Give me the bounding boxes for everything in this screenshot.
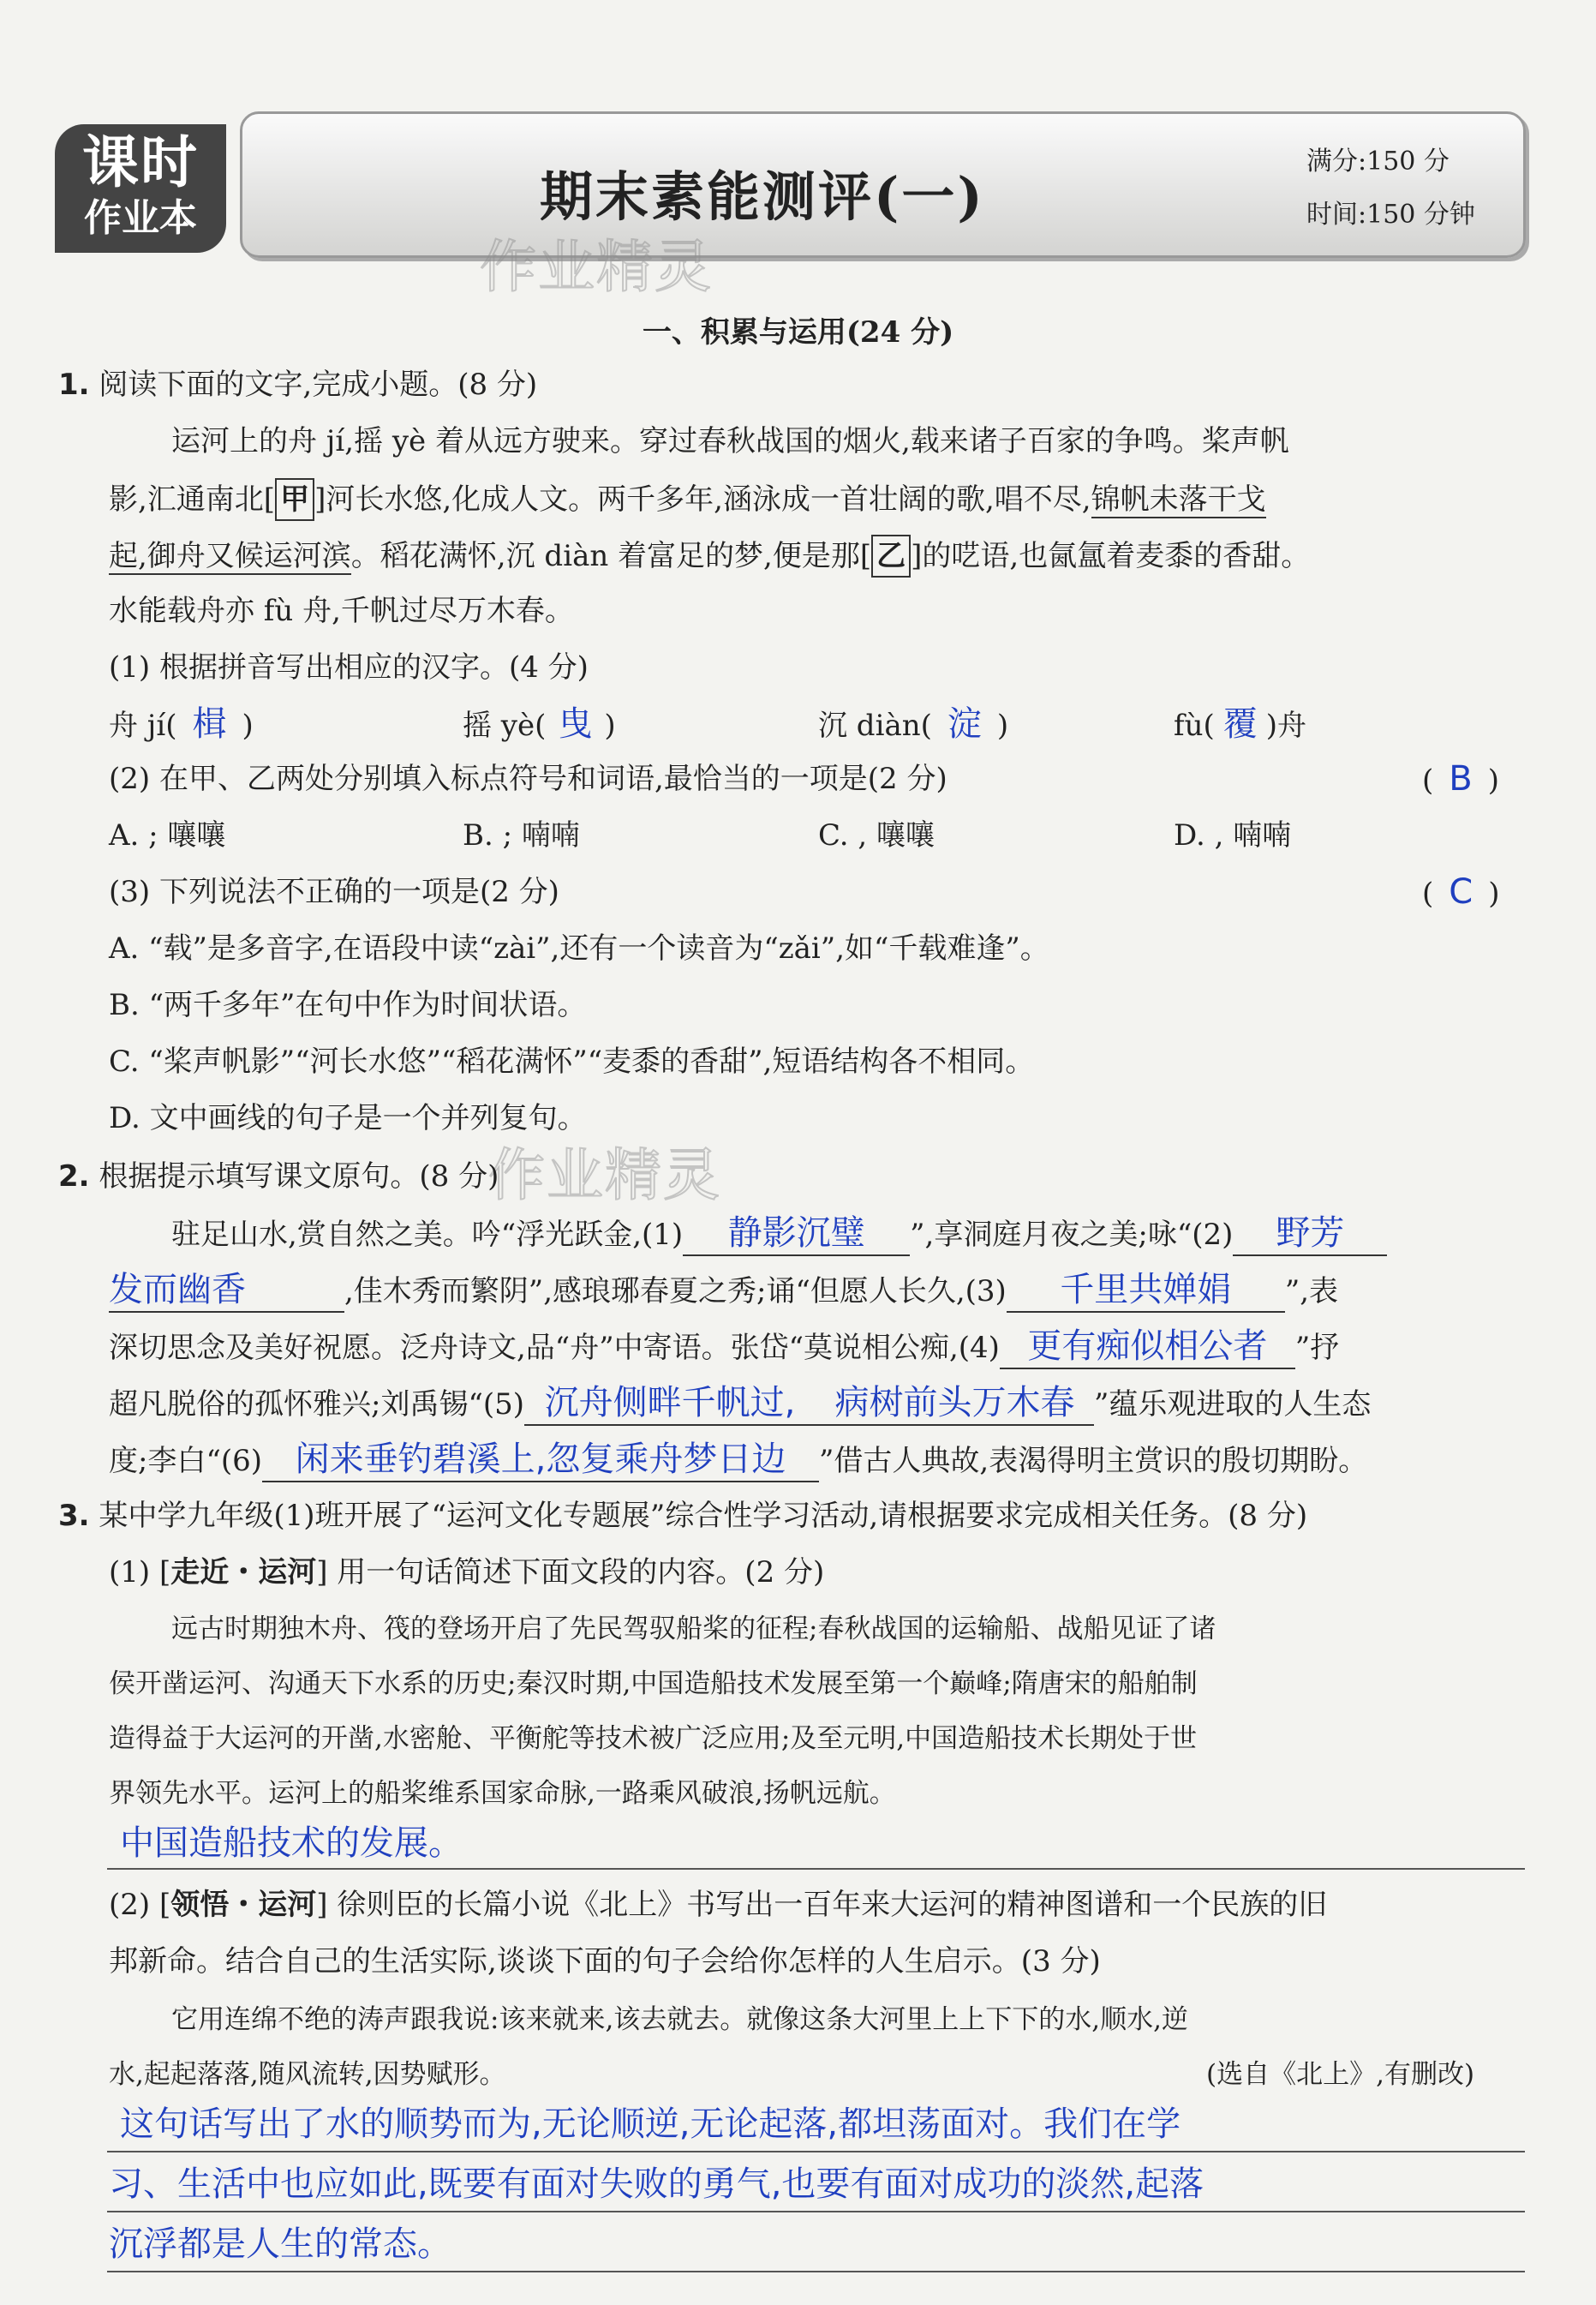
- q1-passage-line2-b: ]河长水悠,化成人文。两千多年,涵泳成一首壮阔的歌,唱不尽,: [314, 482, 1091, 517]
- q3-sub2-post: ] 徐则臣的长篇小说《北上》书写出一百年来大运河的精神图谱和一个民族的旧: [316, 1888, 1328, 1922]
- q1-sub2: (2) 在甲、乙两处分别填入标点符号和词语,最恰当的一项是(2 分): [109, 762, 947, 796]
- pinyin-suffix-4: )舟: [1265, 709, 1307, 743]
- answer-paren-left: (: [1422, 763, 1434, 798]
- blank-3: [1007, 1270, 1285, 1313]
- q1-sub3: (3) 下列说法不正确的一项是(2 分): [109, 875, 559, 909]
- blank-yi: 乙: [871, 535, 911, 578]
- option-b: B. ; 喃喃: [463, 818, 580, 853]
- q3-text-line2: 侯开凿运河、沟通天下水系的历史;秦汉时期,中国造船技术发展至第一个巅峰;隋唐宋的船舶制: [109, 1668, 1198, 1699]
- section-heading: 一、积累与运用(24 分): [642, 315, 954, 350]
- quote-line1: 它用连绵不绝的涛声跟我说:该来就来,该去就去。就像这条大河里上上下下的水,顺水,逆: [171, 2004, 1189, 2035]
- answer-paren-right: ): [1488, 877, 1500, 911]
- pinyin-item-4: [1174, 704, 1306, 745]
- logo-line1: 课时: [82, 129, 199, 195]
- blank-jia: 甲: [275, 478, 314, 521]
- answer-5b: 病树前头万木春: [834, 1383, 1075, 1422]
- q1-sub1: (1) 根据拼音写出相应的汉字。(4 分): [109, 650, 589, 685]
- q3-answer-2-line2: 习、生活中也应如此,既要有面对失败的勇气,也要有面对成功的淡然,起落: [109, 2164, 1204, 2204]
- q3-text-line3: 造得益于大运河的开凿,水密舱、平衡舵等技术被广泛应用;及至元明,中国造船技术长期处于世: [109, 1723, 1198, 1754]
- blank-2b: [109, 1270, 344, 1313]
- answer-ye: 曳: [558, 704, 593, 744]
- q2-line5-b: ”借古人典故,表渴得明主赏识的殷切期盼。: [819, 1444, 1368, 1478]
- answer-paren-left: (: [1422, 877, 1434, 911]
- blank-2a: [1233, 1213, 1387, 1256]
- answer-line-4: [107, 2271, 1525, 2272]
- answer-fu: 覆: [1222, 704, 1258, 744]
- q3-text-line4: 界领先水平。运河上的船桨维系国家命脉,一路乘风破浪,扬帆远航。: [109, 1778, 896, 1809]
- logo: [55, 124, 226, 253]
- close-paren-2: ): [604, 709, 616, 743]
- answer-2b: 发而幽香: [109, 1270, 246, 1309]
- q3-sub2: [109, 1885, 1327, 1925]
- quote-line2: 水,起起落落,随风流转,因势赋形。: [109, 2059, 506, 2090]
- blank-6: [262, 1440, 819, 1482]
- tag-lingwu-yunhe: 领悟・运河: [170, 1888, 317, 1922]
- logo-line2: 作业本: [84, 196, 197, 240]
- q3-sub2-pre: (2) [: [109, 1888, 171, 1922]
- blank-5a: [524, 1383, 816, 1426]
- answer-5a: 沉舟侧畔千帆过,: [544, 1383, 796, 1422]
- watermark-2: 作业精灵: [488, 1142, 721, 1208]
- answer-line-3: [107, 2211, 1525, 2212]
- q3-text-line1: 远古时期独木舟、筏的登场开启了先民驾驭船桨的征程;春秋战国的运输船、战船见证了诸: [171, 1614, 1216, 1644]
- sub3-option-d: D. 文中画线的句子是一个并列复句。: [109, 1101, 587, 1135]
- q2-line4: [109, 1383, 1371, 1426]
- option-a: A. ; 嚷嚷: [109, 818, 226, 853]
- q3-sub2-line2: 邦新命。结合自己的生活实际,谈谈下面的句子会给你怎样的人生启示。(3 分): [109, 1944, 1101, 1979]
- q1-passage-line4: 水能载舟亦 fù 舟,千帆过尽万木春。: [109, 594, 574, 628]
- answer-line-2: [107, 2151, 1525, 2152]
- answer-6: 闲来垂钓碧溪上,忽复乘舟梦日边: [295, 1440, 786, 1479]
- q1-passage-line2: [109, 478, 1266, 521]
- answer-paren-right: ): [1487, 763, 1499, 798]
- sub3-option-b: B. “两千多年”在句中作为时间状语。: [109, 988, 587, 1022]
- option-c: C. , 嚷嚷: [818, 818, 935, 853]
- close-paren-3: ): [996, 709, 1009, 743]
- q1-passage-line2-a: 影,汇通南北[: [109, 482, 276, 517]
- q2-line5: [109, 1440, 1367, 1482]
- q3-prompt-text: 某中学九年级(1)班开展了“运河文化专题展”综合性学习活动,请根据要求完成相关任务。(8 分): [99, 1499, 1308, 1533]
- q2-number: 2.: [58, 1159, 90, 1194]
- q1-passage-line3-c: ]的呓语,也氤氲着麦黍的香甜。: [911, 539, 1311, 573]
- underlined-sentence-part2: 起,御舟又候运河滨: [109, 539, 351, 573]
- blank-1: [683, 1213, 910, 1256]
- q3-prompt: [58, 1496, 1307, 1536]
- time-limit: 时间:150 分钟: [1306, 200, 1475, 230]
- q3-sub1: [109, 1553, 824, 1592]
- q1-prompt-text: 阅读下面的文字,完成小题。(8 分): [99, 368, 538, 402]
- q2-line4-b: ”蕴乐观进取的人生态: [1094, 1387, 1372, 1422]
- option-d: D. , 喃喃: [1174, 818, 1292, 853]
- q2-prompt-text: 根据提示填写课文原句。(8 分): [99, 1159, 499, 1194]
- watermark: 作业精灵: [480, 234, 713, 300]
- q1-passage-line1: 运河上的舟 jí,摇 yè 着从远方驶来。穿过春秋战国的烟火,载来诸子百家的争鸣。桨声帆: [171, 424, 1289, 458]
- sub3-option-a: A. “载”是多音字,在语段中读“zài”,还有一个读音为“zǎi”,如“千载难逢”。: [109, 931, 1049, 966]
- blank-4: [1000, 1326, 1295, 1369]
- close-paren-1: ): [242, 709, 254, 743]
- q2-line2-b: ,佳木秀而繁阴”,感琅琊春夏之秀;诵“但愿人长久,(3): [344, 1274, 1007, 1308]
- blank-5b: [816, 1383, 1094, 1426]
- q3-number: 3.: [58, 1499, 90, 1533]
- q3-answer-2-line3: 沉浮都是人生的常态。: [109, 2224, 451, 2264]
- q3-sub1-post: ] 用一句话简述下面文段的内容。(2 分): [316, 1555, 825, 1590]
- q1-sub2-answer-box: [1422, 759, 1499, 799]
- q3-answer-2-line1: 这句话写出了水的顺势而为,无论顺逆,无论起落,都坦荡面对。我们在学: [120, 2104, 1181, 2144]
- q2-line3: [109, 1326, 1339, 1369]
- q2-line1-b: ”,享洞庭月夜之美;咏“(2): [910, 1218, 1234, 1252]
- q3-sub1-pre: (1) [: [109, 1555, 171, 1590]
- pinyin-item-3: [818, 704, 1008, 745]
- pinyin-label-4: fù(: [1174, 709, 1215, 743]
- underlined-sentence-part1: 锦帆未落干戈: [1091, 482, 1266, 517]
- answer-ji: 楫: [192, 704, 227, 744]
- answer-2a: 野芳: [1276, 1213, 1345, 1253]
- q2-line1-a: 驻足山水,赏自然之美。吟“浮光跃金,(1): [171, 1218, 684, 1252]
- answer-choice-c: C: [1449, 872, 1473, 912]
- pinyin-item-1: [109, 704, 254, 745]
- sub3-option-c: C. “桨声帆影”“河长水悠”“稻花满怀”“麦黍的香甜”,短语结构各不相同。: [109, 1045, 1035, 1079]
- q2-prompt: [58, 1157, 499, 1196]
- answer-choice-b: B: [1449, 759, 1473, 799]
- q2-line3-b: ”抒: [1294, 1331, 1340, 1365]
- answer-4: 更有痴似相公者: [1027, 1326, 1268, 1366]
- answer-3: 千里共婵娟: [1060, 1270, 1232, 1309]
- pinyin-item-2: [463, 704, 616, 745]
- q2-line2: [109, 1270, 1338, 1313]
- full-score: 满分:150 分: [1306, 147, 1450, 177]
- tag-zoujin-yunhe: 走近・运河: [170, 1555, 317, 1590]
- quote-source: (选自《北上》,有删改): [1206, 2059, 1475, 2090]
- answer-1: 静影沉璧: [727, 1213, 865, 1253]
- q2-line4-a: 超凡脱俗的孤怀雅兴;刘禹锡“(5): [109, 1387, 524, 1422]
- q1-sub3-answer-box: [1422, 872, 1499, 912]
- q2-line5-a: 度;李白“(6): [109, 1444, 262, 1478]
- page-title: 期末素能测评(一): [540, 165, 985, 228]
- q1-number: 1.: [58, 368, 90, 402]
- q1-prompt: [58, 365, 537, 404]
- answer-line-1: [107, 1868, 1525, 1870]
- q1-passage-line3-b: 。稻花满怀,沉 diàn 着富足的梦,便是那[: [350, 539, 872, 573]
- pinyin-label-2: 摇 yè(: [463, 709, 547, 743]
- q2-line1: [171, 1213, 1387, 1256]
- q2-line3-a: 深切思念及美好祝愿。泛舟诗文,品“舟”中寄语。张岱“莫说相公痴,(4): [109, 1331, 1000, 1365]
- q1-passage-line3: [109, 535, 1310, 578]
- q3-answer-1: 中国造船技术的发展。: [120, 1823, 463, 1863]
- pinyin-label-3: 沉 diàn(: [818, 709, 932, 743]
- answer-dian: 淀: [947, 704, 982, 744]
- pinyin-label-1: 舟 jí(: [109, 709, 177, 743]
- q2-line2-c: ”,表: [1284, 1274, 1339, 1308]
